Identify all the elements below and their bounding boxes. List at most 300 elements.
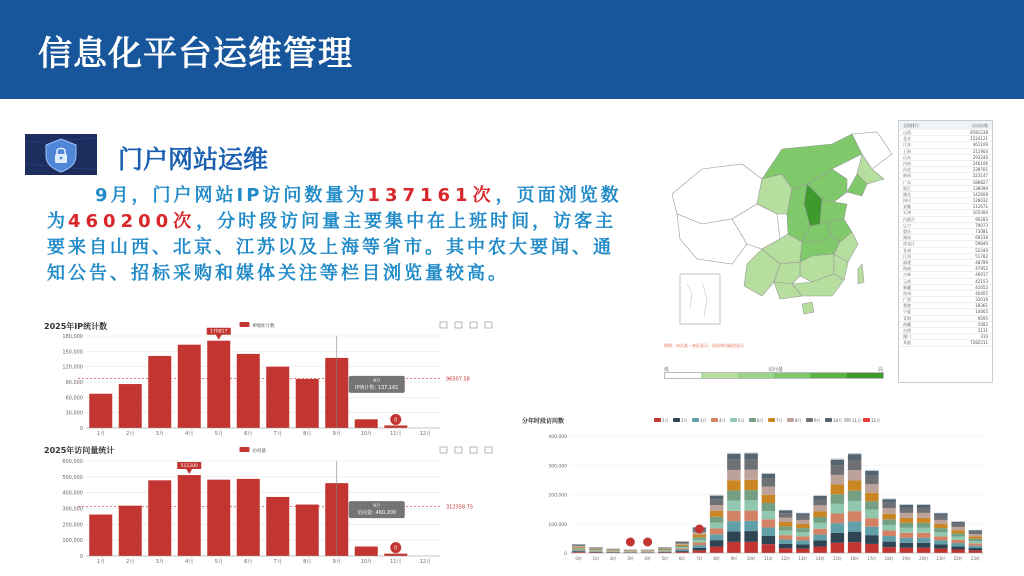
- x-tick-label: 5月: [214, 559, 223, 565]
- stacked-bar-segment: [589, 548, 602, 549]
- ranking-count: 293240: [972, 154, 988, 160]
- stacked-bar-segment: [813, 535, 826, 541]
- stacked-bar-segment: [831, 504, 844, 514]
- y-tick-label: 0: [564, 552, 567, 557]
- legend-swatch: [825, 418, 832, 422]
- page-title: 信息化平台运维管理: [38, 34, 353, 74]
- y-tick-label: 90,000: [65, 380, 83, 386]
- stacked-bar-segment: [762, 528, 775, 536]
- x-tick-label: 6月: [244, 431, 253, 437]
- stacked-bar-segment: [848, 532, 861, 543]
- stacked-bar-segment: [744, 459, 757, 469]
- ranking-province: 浙江: [903, 185, 911, 191]
- average-label: 312358.75: [446, 504, 474, 511]
- ranking-count: 9595: [977, 315, 988, 321]
- stacked-bar-segment: [865, 470, 878, 471]
- stacked-bar-segment: [969, 541, 982, 543]
- x-tick-label: 4月: [185, 559, 194, 565]
- bar: [355, 547, 378, 557]
- min-marker: [643, 538, 652, 547]
- x-tick-label: 1月: [96, 431, 105, 437]
- legend-swatch: [673, 418, 680, 422]
- stacked-bar-segment: [572, 546, 585, 547]
- ranking-count: 461109: [972, 142, 988, 148]
- stacked-bar-segment: [762, 474, 775, 479]
- ranking-province: 陕西: [903, 173, 911, 179]
- stacked-bar-segment: [710, 499, 723, 505]
- ranking-count: 8581238: [970, 130, 988, 135]
- stacked-bar-segment: [589, 548, 602, 549]
- stacked-bar-segment: [813, 529, 826, 535]
- stacked-bar-segment: [693, 540, 706, 543]
- stacked-bar-segment: [744, 531, 757, 542]
- south-china-sea-inset: [680, 274, 720, 324]
- stacked-bar-segment: [796, 528, 809, 532]
- stacked-bar-segment: [779, 540, 792, 544]
- pv-bar-chart: [40, 443, 495, 568]
- min-label: 0: [394, 417, 398, 424]
- stacked-bar-segment: [727, 470, 740, 480]
- toolbar-icon: [440, 322, 447, 328]
- y-tick-label: 400,000: [62, 490, 83, 497]
- stacked-bar-segment: [779, 513, 792, 517]
- stacked-bar-segment: [865, 476, 878, 484]
- ranking-province: 山东: [903, 154, 911, 160]
- stacked-bar-segment: [951, 546, 964, 549]
- toolbar-icon: [485, 322, 492, 328]
- legend-label: 6月: [757, 418, 764, 423]
- ranking-count: 2131: [977, 328, 988, 333]
- stacked-bar-segment: [693, 535, 706, 538]
- stacked-bar-segment: [658, 548, 671, 549]
- stacked-bar-segment: [675, 551, 688, 552]
- stacked-bar-segment: [589, 549, 602, 550]
- ranking-count: 52340: [975, 247, 988, 253]
- stacked-bar-segment: [951, 522, 964, 524]
- stacked-bar-segment: [727, 454, 740, 460]
- ranking-province: 其他: [903, 340, 911, 346]
- stacked-bar-segment: [589, 550, 602, 551]
- stacked-bar-segment: [969, 543, 982, 545]
- china-map[interactable]: [662, 124, 902, 364]
- stacked-bar-segment: [917, 504, 930, 505]
- ranking-province: 内蒙古: [903, 216, 915, 222]
- stacked-bar-segment: [882, 519, 895, 525]
- stacked-bar-segment: [865, 544, 878, 553]
- province-ranking-table: [898, 120, 993, 383]
- stacked-bar-segment: [572, 548, 585, 549]
- ranking-province: 江西: [903, 253, 911, 259]
- toolbar-icon: [455, 322, 462, 328]
- stacked-bar-segment: [831, 523, 844, 533]
- stacked-bar-segment: [882, 530, 895, 536]
- stacked-bar-segment: [658, 548, 671, 549]
- stacked-bar-segment: [934, 540, 947, 544]
- x-tick-label: 9月: [332, 431, 341, 437]
- hourly-chart-panel: [518, 412, 990, 568]
- ranking-province: 广东: [903, 179, 911, 185]
- stacked-bar-segment: [589, 551, 602, 552]
- ranking-count: 14465: [975, 309, 988, 315]
- stacked-bar-segment: [658, 550, 671, 551]
- stacked-bar-segment: [951, 527, 964, 530]
- ranking-province: 上海: [903, 148, 911, 154]
- stacked-bar-segment: [675, 542, 688, 543]
- x-tick-label: 4时: [644, 556, 651, 561]
- ranking-province: 青海: [903, 315, 911, 321]
- stacked-bar-segment: [779, 531, 792, 535]
- stacked-bar-segment: [572, 549, 585, 550]
- bar: [119, 506, 142, 556]
- legend-swatch: [240, 322, 250, 327]
- stacked-bar-segment: [951, 543, 964, 546]
- stacked-bar-segment: [900, 523, 913, 528]
- stacked-bar-segment: [779, 510, 792, 513]
- x-tick-label: 22时: [953, 556, 963, 561]
- stacked-bar-segment: [882, 508, 895, 514]
- ranking-province: 北京: [903, 136, 911, 142]
- bar: [178, 345, 201, 428]
- toolbar-icon: [485, 447, 492, 453]
- x-tick-label: 1时: [592, 556, 600, 561]
- stacked-bar-segment: [796, 536, 809, 540]
- stacked-bar-segment: [727, 542, 740, 553]
- stacked-bar-segment: [710, 496, 723, 500]
- min-marker: [626, 538, 635, 547]
- ranking-count: 41652: [975, 284, 988, 290]
- stacked-bar-segment: [658, 549, 671, 550]
- stacked-bar-segment: [727, 511, 740, 521]
- stacked-bar-segment: [831, 475, 844, 485]
- x-tick-label: 3月: [155, 559, 164, 565]
- stacked-bar-segment: [658, 552, 671, 553]
- stacked-bar-segment: [882, 525, 895, 531]
- max-label: 511200: [180, 464, 198, 470]
- ranking-count: 79073: [975, 222, 988, 228]
- stacked-bar-segment: [882, 542, 895, 548]
- stacked-bar-segment: [813, 511, 826, 517]
- x-tick-label: 11月: [390, 559, 402, 565]
- stacked-bar-segment: [675, 545, 688, 546]
- ranking-province: 吉林: [903, 272, 911, 278]
- stacked-bar-segment: [727, 521, 740, 531]
- y-tick-label: 100,000: [548, 522, 567, 528]
- x-tick-label: 3时: [627, 556, 634, 561]
- x-tick-label: 7时: [696, 556, 703, 561]
- legend-swatch: [806, 418, 813, 422]
- y-tick-label: 600,000: [62, 459, 83, 465]
- stacked-bar-segment: [969, 550, 982, 553]
- ranking-province: 福建: [903, 259, 911, 265]
- x-tick-label: 4月: [185, 431, 194, 437]
- stacked-bar-segment: [710, 523, 723, 529]
- ranking-province: 新疆: [903, 284, 911, 290]
- bar: [89, 394, 112, 428]
- ranking-count: 186827: [972, 179, 988, 185]
- legend-swatch: [730, 418, 737, 422]
- stacked-bar-segment: [848, 454, 861, 460]
- ranking-count: 48789: [975, 259, 988, 265]
- stacked-bar-segment: [796, 540, 809, 544]
- ranking-count: 90283: [975, 216, 988, 222]
- ranking-count: 42153: [975, 278, 988, 284]
- stacked-bar-segment: [831, 465, 844, 475]
- stacked-bar-segment: [917, 528, 930, 533]
- ranking-count: 223147: [972, 173, 988, 179]
- legend-swatch: [711, 418, 718, 422]
- stacked-bar-segment: [865, 501, 878, 509]
- stacked-bar-segment: [779, 535, 792, 539]
- ranking-header-province: 全国排行: [903, 123, 919, 128]
- x-tick-label: 7月: [273, 559, 282, 565]
- stacked-bar-segment: [675, 549, 688, 550]
- y-tick-label: 180,000: [62, 334, 83, 340]
- hourly-stacked-chart: [518, 412, 990, 568]
- ranking-row[interactable]: [899, 340, 992, 346]
- x-tick-label: 2月: [126, 431, 135, 437]
- legend-swatch: [240, 447, 250, 452]
- stacked-bar-segment: [900, 508, 913, 513]
- stacked-bar-segment: [865, 518, 878, 526]
- stacked-bar-segment: [675, 542, 688, 543]
- stacked-bar-segment: [727, 460, 740, 470]
- tooltip-value: IP统计数: 137,161: [355, 384, 399, 391]
- map-region-hainan: [802, 302, 814, 314]
- stacked-bar-segment: [917, 508, 930, 513]
- legend-label: 5月: [738, 418, 745, 423]
- legend-label: 7月: [776, 418, 783, 423]
- y-tick-label: 400,000: [548, 435, 567, 440]
- stacked-bar-segment: [934, 516, 947, 520]
- bar: [89, 515, 112, 556]
- y-tick-label: 300,000: [548, 464, 567, 470]
- stacked-bar-segment: [917, 513, 930, 518]
- stacked-bar-segment: [744, 511, 757, 521]
- x-tick-label: 5月: [214, 431, 223, 437]
- stacked-bar-segment: [710, 505, 723, 511]
- legend-label: 12月: [871, 418, 881, 423]
- summary-text-1: 9月，门户网站IP访问数量为: [95, 185, 368, 206]
- ranking-count: 311904: [972, 148, 988, 154]
- ranking-province: 海南: [903, 266, 911, 272]
- section-title: 门户网站运维: [118, 145, 269, 174]
- x-tick-label: 0时: [575, 556, 582, 561]
- tooltip-value: 访问量: 460,200: [357, 510, 397, 517]
- stacked-bar-segment: [951, 540, 964, 543]
- stacked-bar-segment: [917, 548, 930, 553]
- stacked-bar-segment: [831, 494, 844, 504]
- section-badge: [25, 134, 97, 175]
- stacked-bar-segment: [779, 518, 792, 522]
- ip-count-highlight: 137161次: [367, 185, 496, 206]
- ranking-province: 西藏: [903, 321, 911, 327]
- ranking-province: 贵州: [903, 290, 911, 296]
- legend-swatch: [749, 418, 756, 422]
- x-tick-label: 21时: [936, 556, 946, 561]
- stacked-bar-segment: [744, 480, 757, 490]
- stacked-bar-segment: [710, 528, 723, 534]
- stacked-bar-segment: [917, 533, 930, 538]
- stacked-bar-segment: [831, 533, 844, 543]
- stacked-bar-segment: [779, 526, 792, 530]
- stacked-bar-segment: [710, 517, 723, 523]
- stacked-bar-segment: [796, 513, 809, 516]
- x-tick-label: 2时: [609, 556, 617, 561]
- bar: [296, 505, 319, 556]
- legend-swatch: [844, 418, 851, 422]
- ranking-header-count: 访问次数: [972, 123, 988, 128]
- stacked-bar-segment: [727, 453, 740, 454]
- stacked-bar-segment: [693, 537, 706, 540]
- x-tick-label: 1月: [96, 559, 105, 565]
- stacked-bar-segment: [693, 550, 706, 553]
- stacked-bar-segment: [693, 548, 706, 551]
- bar: [178, 475, 201, 556]
- stacked-bar-segment: [727, 490, 740, 500]
- stacked-bar-segment: [917, 505, 930, 508]
- stacked-bar-segment: [675, 547, 688, 548]
- map-region-taiwan: [858, 264, 864, 284]
- stacked-bar-segment: [779, 522, 792, 526]
- ranking-count: 105300: [972, 210, 988, 216]
- ranking-count: 112671: [972, 204, 988, 210]
- stacked-bar-segment: [762, 478, 775, 486]
- stacked-bar-segment: [865, 484, 878, 492]
- stacked-bar-segment: [727, 480, 740, 490]
- stacked-bar-segment: [727, 501, 740, 511]
- ranking-province: 黑龙江: [903, 241, 915, 247]
- ranking-province: 河南: [903, 160, 911, 166]
- ranking-count: 69238: [975, 235, 988, 241]
- stacked-bar-segment: [572, 549, 585, 550]
- bar: [148, 480, 171, 556]
- bar: [384, 425, 407, 428]
- stacked-bar-segment: [934, 549, 947, 553]
- bar: [355, 419, 378, 428]
- summary-text-3: ，分时段访问量主要集中在上班时间，访客主要来自山西、北京、江苏以及上海等省市。其中农大要闻、通知公告、招标采购和媒体关注等栏目浏览量较高。: [47, 211, 617, 284]
- stacked-bar-segment: [762, 503, 775, 511]
- stacked-bar-segment: [900, 548, 913, 553]
- stacked-bar-segment: [900, 543, 913, 548]
- legend-label: 4月: [719, 418, 726, 423]
- ranking-header: [899, 121, 992, 130]
- average-label: 96507.58: [446, 376, 470, 383]
- stacked-bar-segment: [934, 524, 947, 528]
- bar: [237, 354, 260, 428]
- stacked-bar-segment: [934, 536, 947, 540]
- ranking-province: 香港: [903, 303, 911, 309]
- stacked-bar-segment: [675, 548, 688, 549]
- stacked-bar-segment: [848, 453, 861, 454]
- stacked-bar-segment: [848, 470, 861, 480]
- stacked-bar-segment: [969, 536, 982, 538]
- y-tick-label: 500,000: [62, 474, 83, 481]
- bar: [266, 497, 289, 556]
- stacked-bar-segment: [951, 524, 964, 527]
- stacked-bar-segment: [882, 503, 895, 509]
- pv-chart-panel: [40, 443, 495, 568]
- stacked-bar-segment: [900, 538, 913, 543]
- toolbar-icon: [470, 322, 477, 328]
- ranking-count: 142609: [972, 191, 988, 197]
- tooltip-month: 9月: [373, 378, 381, 384]
- x-tick-label: 15时: [832, 556, 842, 561]
- stacked-bar-segment: [572, 545, 585, 546]
- stacked-bar-segment: [589, 549, 602, 550]
- stacked-bar-segment: [813, 517, 826, 523]
- page-header: [0, 0, 1024, 99]
- x-tick-label: 11月: [390, 431, 402, 437]
- x-tick-label: 16时: [850, 556, 860, 561]
- stacked-bar-segment: [762, 544, 775, 553]
- ranking-count: 18361: [975, 303, 988, 309]
- stacked-bar-segment: [865, 510, 878, 518]
- bar: [384, 554, 407, 556]
- stacked-bar-segment: [762, 536, 775, 544]
- ranking-province: 广西: [903, 297, 911, 303]
- stacked-bar-segment: [934, 513, 947, 516]
- stacked-bar-segment: [969, 530, 982, 531]
- x-tick-label: 11时: [763, 556, 773, 561]
- stacked-bar-segment: [710, 534, 723, 540]
- ip-chart-panel: [40, 318, 495, 440]
- ranking-province: 甘肃: [903, 247, 911, 253]
- stacked-bar-segment: [951, 537, 964, 540]
- stacked-bar-segment: [900, 505, 913, 508]
- stacked-bar-segment: [796, 549, 809, 553]
- x-tick-label: 6月: [244, 559, 253, 565]
- stacked-bar-segment: [831, 459, 844, 460]
- bar: [148, 356, 171, 428]
- stacked-bar-segment: [900, 518, 913, 523]
- ip-bar-chart: [40, 318, 495, 440]
- stacked-bar-segment: [951, 530, 964, 533]
- ranking-count: 32019: [975, 297, 988, 303]
- stacked-bar-segment: [813, 523, 826, 529]
- stacked-bar-segment: [865, 527, 878, 535]
- legend-swatch: [692, 418, 699, 422]
- ranking-count: 73081: [975, 229, 988, 234]
- x-tick-label: 18时: [884, 556, 894, 561]
- pv-count-highlight: 460200次: [68, 211, 197, 232]
- stacked-bar-segment: [762, 495, 775, 503]
- ranking-count: 138090: [972, 185, 988, 191]
- ranking-province: 辽宁: [903, 222, 911, 228]
- stacked-bar-segment: [848, 501, 861, 511]
- legend-low: 低: [664, 367, 670, 373]
- stacked-bar-segment: [762, 487, 775, 495]
- ranking-province: 安徽: [903, 204, 911, 210]
- x-tick-label: 3月: [155, 431, 164, 437]
- stacked-bar-segment: [710, 511, 723, 517]
- legend-label: 访问量: [252, 449, 266, 454]
- stacked-bar-segment: [710, 495, 723, 496]
- stacked-bar-segment: [727, 531, 740, 542]
- legend-swatch: [654, 418, 661, 422]
- bar: [237, 479, 260, 556]
- y-tick-label: 0: [79, 426, 83, 432]
- stacked-bar-segment: [796, 513, 809, 514]
- legend-label: 8月: [795, 418, 802, 423]
- stacked-bar-segment: [900, 533, 913, 538]
- stacked-bar-segment: [813, 505, 826, 511]
- legend-label: 3月: [700, 418, 707, 423]
- stacked-bar-segment: [796, 532, 809, 536]
- stacked-bar-segment: [796, 524, 809, 528]
- stacked-bar-segment: [779, 510, 792, 511]
- shield-lock-icon: [25, 134, 97, 175]
- stacked-bar-segment: [813, 499, 826, 505]
